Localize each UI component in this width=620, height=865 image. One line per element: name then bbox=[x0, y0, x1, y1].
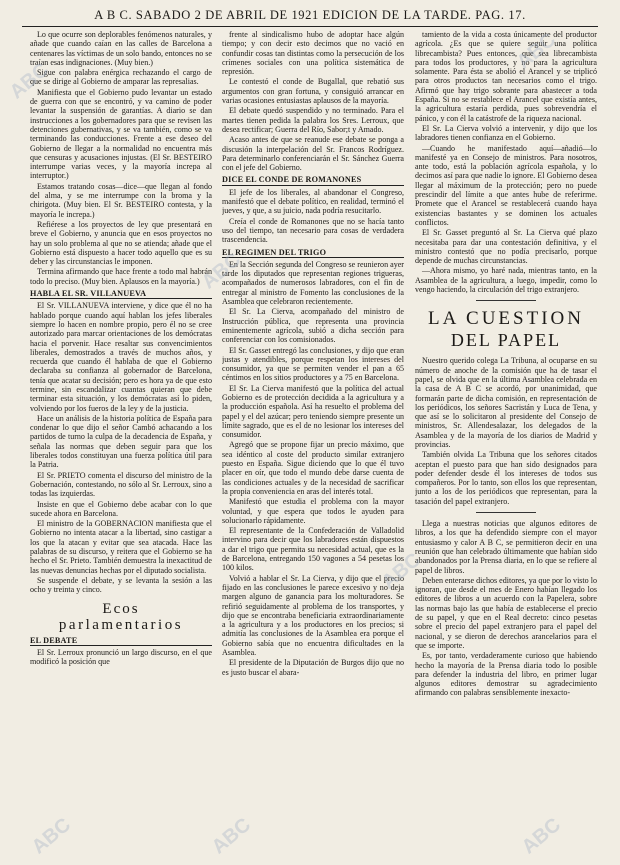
paragraph: Es, por tanto, verdaderamente curioso que habiendo hecho la mayoría de la Prensa diaria todo lo posible para defender la industria del libro, en primer lugar algunos editores demostrar su agradecimiento afirmando con palabras sensiblemente inexacto- bbox=[415, 651, 597, 698]
watermark-logo: ABC bbox=[512, 28, 561, 74]
article-title-line1: LA CUESTION bbox=[428, 308, 584, 330]
paragraph: Estamos tratando cosas—dice—que llegan al fondo del alma, y se me interrumpe con la broma y la chirigota. (Muy bien. El Sr. BESTEIRO contesta, y la mayoría le increpa.) bbox=[30, 181, 212, 219]
section-heading-trigo: EL REGIMEN DEL TRIGO bbox=[222, 248, 404, 258]
paragraph: Creía el conde de Romanones que no se hacía tanto uso del tiempo, tan necesario para cosas de verdadera trascendencia. bbox=[222, 216, 404, 245]
ecos-title: Ecos bbox=[102, 600, 140, 617]
header-rule bbox=[22, 26, 598, 27]
paragraph: Lo que ocurre son deplorables fenómenos naturales, y añade que cuando caían en las calles de Barcelona a centenares las víctimas de un solo bando, entonces no se traían esas indignaciones. (Muy bien.) bbox=[30, 30, 212, 67]
paragraph: El jefe de los liberales, al abandonar el Congreso, manifestó que el debate político, en realidad, terminó el jueves, y que, a su juicio, nada podría resucitarlo. bbox=[222, 187, 404, 216]
paragraph: Agregó que se propone fijar un precio máximo, que sea idéntico al coste del producto similar extranjero puesto en España. Sigue diciendo que lo que él tuvo placer en oír, que todo el mundo debe darse cuenta de las condiciones actuales y de la necesidad de sacrificar la propia conveniencia en aras del interés total. bbox=[222, 440, 404, 496]
paragraph: El Sr. Lerroux pronunció un largo discurso, en el que modificó la posición que bbox=[30, 647, 212, 667]
paragraph: Manifiesta que el Gobierno pudo levantar un estado de guerra con que se encontró, y va camino de poder levantar la suspensión de garantías. A diario se dan instrucciones a los gobernadores para que se revisen las detenciones gubernativas, y se va también, como se va terminando las conducciones. Frente a ese deseo del Gobierno de llegar a la normalidad no encuentra más que censuras y acusaciones injustas. (El Sr. BESTEIRO interrumpe varias veces, y la mayoría increpa al interruptor.) bbox=[30, 87, 212, 181]
paragraph: Termina afirmando que hace frente a todo mal habrán todo lo preciso. (Muy bien. Aplausos en la mayoría.) bbox=[30, 267, 212, 286]
paragraph: El presidente de la Diputación de Burgos dijo que no es justo buscar el abara- bbox=[222, 658, 404, 677]
watermark-logo: ABC bbox=[27, 813, 76, 859]
separator bbox=[476, 300, 536, 301]
watermark-logo: ABC bbox=[517, 813, 566, 859]
paragraph: El Sr. La Cierva manifestó que la política del actual Gobierno es de protección decidida a la agricultura y a la producción española. Así ha resuelto el problema del papel y el del azúcar; pero teniendo siempre presente un límite sagrado, que es el de no lesionar los intereses del consumidor. bbox=[222, 383, 404, 440]
paragraph: También olvida La Tribuna que los señores citados aceptan el puesto para que han sido designados para poder defender desde él los intereses de todos sus compañeros. Por lo tanto, son ellos los que representan, junto a los de los periódicos que representan, para la tasación del papel extranjero. bbox=[415, 450, 597, 506]
paragraph: Manifestó que estudia el problema con la mayor voluntad, y que espera que todos le ayuden para solucionarlo rápidamente. bbox=[222, 497, 404, 525]
paragraph: Refiérese a los proyectos de ley que presentará en breve el Gobierno, y anuncia que en esos proyectos no hay un solo problema al que no se atienda; añade que el Gobierno está dispuesto a hacer todo aquello que es su deber y las circunstancias le imponen. bbox=[30, 219, 212, 267]
paragraph: El ministro de la GOBERNACION manifiesta que el Gobierno no intenta atacar a la libertad, sino castigar a los que la atacan y evitar que sea atacada. Hace las palabras de su discurso, y reitera que el Gobierno se ha hecho el Sr. Prieto. También demuestra la inexactitud de las nuevas denuncias hechas por el diputado socialista. bbox=[30, 519, 212, 575]
watermark-logo: ABC bbox=[197, 248, 246, 294]
paragraph: Insiste en que el Gobierno debe acabar con lo que sucede ahora en Barcelona. bbox=[30, 499, 212, 518]
paragraph: Le contestó el conde de Bugallal, que rebatió sus argumentos con gran fortuna, y consiguió arrancar en varias ocasiones entusiastas aplausos de la mayoría. bbox=[222, 77, 404, 106]
paragraph: El representante de la Confederación de Valladolid intervino para decir que los labradores están dispuestos a dar el trigo que permita su necesidad actual, que es la de Barcelona, entregando 150 vagones a 54 pesetas los 100 kilos. bbox=[222, 526, 404, 573]
paragraph: Nuestro querido colega La Tribuna, al ocuparse en su número de anoche de la comisión que ha de tasar el papel, se olvida que en la última Asamblea celebrada en la casa de A B C se acordó, por unanimidad, que formarán parte de dicha comisión, en representación de los periódicos, los señores Sacristán y Luca de Tena, y que así se lo solicitaron al presidente del Consejo de ministros, Sr. Allendesalazar, los delegados de la Asamblea y de la mayoría de los diarios de Madrid y provincias. bbox=[415, 356, 597, 449]
paragraph: Sigue con palabra enérgica rechazando el cargo de que se dirige al Gobierno de amparar las represalias. bbox=[30, 68, 212, 87]
paragraph: El Sr. La Cierva volvió a intervenir, y dijo que los labradores tienen confianza en el Gobierno. bbox=[415, 123, 597, 143]
section-heading-debate: EL DEBATE bbox=[30, 636, 212, 646]
section-heading-romanones: DICE EL CONDE DE ROMANONES bbox=[222, 175, 404, 185]
watermark-logo: ABC bbox=[377, 548, 426, 594]
article-title-line2: DEL PAPEL bbox=[450, 330, 562, 351]
ecos-subtitle: parlamentarios bbox=[58, 616, 184, 633]
paragraph: frente al sindicalismo hubo de adoptar hace algún tiempo; y con decir esto decimos que no vació en confundir cosas tan distintas como la persecución de los crímenes sociales con una política sistemática de represión. bbox=[222, 30, 404, 77]
paragraph: tamiento de la vida a costa únicamente del productor agrícola. ¿Es que se quiere seguir una política librecambista? Pues entonces, que sea librecambista para todos los productores, y no para la agricultura solamente. Para ésta se abolió el Arancel y se triplicó para otros productos tan necesarios como el trigo. Afirmó que hay trigo sobrante para abastecer a toda España. Si no se restablece el Arancel que existía antes, la agricultura estaría perdida, pues sobrevendría el pánico, y con él la catástrofe de la riqueza nacional. bbox=[415, 30, 597, 123]
paragraph: En la Sección segunda del Congreso se reunieron ayer tarde los diputados que representan regiones trigueras, acompañados de numerosos labradores, con el fin de entregar al ministro de Fomento las conclusiones de la Asamblea que celebraron recientemente. bbox=[222, 259, 404, 307]
paragraph: —Ahora mismo, yo haré nada, mientras tanto, en la Asamblea de la agricultura, a luego, impedir, como lo vengo haciendo, la circulación del trigo extranjero. bbox=[415, 266, 597, 295]
paragraph: El Sr. Gasset preguntó al Sr. La Cierva qué plazo necesitaba para dar una contestación definitiva, y el ministro contestó que no podía precisarlo, porque depende de muchas circunstancias. bbox=[415, 228, 597, 266]
paragraph: El Sr. PRIETO comenta el discurso del ministro de la Gobernación, contestando, no sólo al Sr. Lerroux, sino a todas las izquierdas. bbox=[30, 470, 212, 499]
column-3 bbox=[415, 30, 597, 860]
watermark-logo: ABC bbox=[207, 813, 256, 859]
paragraph: Acaso antes de que se reanude ese debate se ponga a discusión la interpelación del Sr. Francos Rodríguez. Para determinarlo conferenciarán el Sr. Sánchez Guerra con el jefe del Gobierno. bbox=[222, 135, 404, 173]
separator bbox=[476, 512, 536, 513]
page-header: A B C. SABADO 2 DE ABRIL DE 1921 EDICION DE LA TARDE. PAG. 17. bbox=[94, 8, 526, 22]
watermark-logo: ABC bbox=[5, 58, 54, 104]
section-heading-villanueva: HABLA EL SR. VILLANUEVA bbox=[30, 289, 212, 299]
paragraph: Deben enterarse dichos editores, ya que por lo visto lo ignoran, que desde el mes de Enero habían llegado los editores de libros a un acuerdo con la Papelera, sobre las normas bajo las que había de establecerse el precio de su papel, y que en el Real decreto: cinco pesetas sobre el precio del papel extranjero para el papel del nacional, y se dieron de derechos arancelarios para el que se importe. bbox=[415, 575, 597, 650]
paragraph: Hace un análisis de la historia política de España para condenar lo que dijo el señor Cambó achacando a los partidos de turno la culpa de la decadencia de España, y señala las normas que deben seguir para que los liberales todos constituyan una fuerza política útil para la Patria. bbox=[30, 413, 212, 470]
column-2 bbox=[222, 30, 404, 860]
paragraph: —Cuando he manifestado aquí—añadió—lo manifesté ya en Consejo de ministros. Para nosotros, ante todo, está la población agrícola española, y lo decimos así para que nadie lo ignore. El Gobierno desea llegar al máximum de la protección; pero no puede prescindir del límite a que antes hube de referirme. Promete que el Arancel se restablecerá cuando haya existencias bastantes y se dominen los actuales conflictos. bbox=[415, 143, 597, 227]
paragraph: El Sr. Gasset entregó las conclusiones, y dijo que eran justas y atendibles, porque respetan los intereses del consumidor, ya que se permiten vender el pan a 65 céntimos en los sitios productores y a 75 en Barcelona. bbox=[222, 345, 404, 383]
paragraph: El debate quedó suspendido y no terminado. Para el martes tienen pedida la palabra los Sres. Lerroux, que desea rectificar; Guerra del Río, Sabor;t y Amado. bbox=[222, 106, 404, 134]
paragraph: El Sr. La Cierva, acompañado del ministro de Instrucción pública, que representa una provincia eminentemente agrícola, subió a dicha sección para conferenciar con los comisionados. bbox=[222, 307, 404, 345]
paragraph: El Sr. VILLANUEVA interviene, y dice que él no ha hablado porque cuando aquí hablan los jefes liberales siempre lo hacen en nombre propio, pero él no se cree autorizado para marcar orientaciones de los demócratas hacia el porvenir. Hace resaltar sus convencimientos liberales, demostrados a través de muchos años, y recuerda que cuando él hablaba de que el Gobierno declaraba su confianza al gobernador de Barcelona, tenía que acatar su decisión; pero es hora ya de que esto termine, sin escandalizar cuantas quieran que debe terminar esta situación, y los demócratas así lo piden, volviendo por los fueros de la ley y de la justicia. bbox=[30, 301, 212, 413]
paragraph: Llega a nuestras noticias que algunos editores de libros, a los que ha defendido siempre con el mayor entusiasmo y calor A B C, se permitieron decir en una reunión que han celebrado últimamente que habían sido abandonados por la Prensa diaria, en lo que se refiere al papel de libros. bbox=[415, 519, 597, 575]
paragraph: Se suspende el debate, y se levanta la sesión a las ocho y treinta y cinco. bbox=[30, 575, 212, 595]
paragraph: Volvió a hablar el Sr. La Cierva, y dijo que el precio fijado en las conclusiones le parece excesivo y no deja margen alguno de ganancia para los molturadores. Se refirió seguidamente al problema de los transportes, y dijo que se encontraba beneficiaria extraordinariamente a la agricultura y a los productores en los precios; si admitía las conclusiones de la Asamblea era porque el Gobierno sabía que no encuentra dificultades en la Asamblea. bbox=[222, 573, 404, 657]
